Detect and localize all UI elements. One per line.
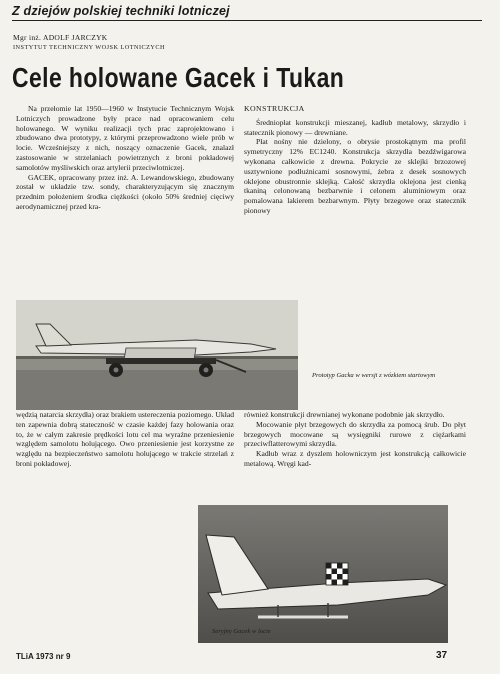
paragraph: Średniopłat konstrukcji mieszanej, kadłub metalowy, skrzydło i statecznik pionowy — drewniane. — [244, 117, 466, 137]
photo-prototype-gacek — [16, 300, 298, 410]
paragraph: Kadłub wraz z dyszlem holowniczym jest konstrukcją całkowicie metalową. Wręgi kad- — [244, 449, 466, 468]
paragraph: GACEK, opracowany przez inż. A. Lewandowskiego, zbudowany został w układzie tzw. sondy, charakteryzującym się znacznym przednim położeniem środka ciężkości (około 50% średniej cięciwy aerodynamicznej przed kra- — [16, 172, 234, 211]
left-column-top — [16, 104, 234, 212]
right-column-bottom — [244, 410, 466, 469]
series-title: Z dziejów polskiej techniki lotniczej — [12, 4, 482, 21]
paragraph: Na przełomie lat 1950—1960 w Instytucie Technicznym Wojsk Lotniczych prowadzone były prace nad opracowaniem celu holowanego. W wyniku realizacji tych prac zaprojektowano i zbudowano dwa prototypy, z którymi przeprowadzono wiele prób w locie. Wcześniejszy z nich, noszący oznaczenie Gacek, znalazł zastosowanie w strzelaniach powietrznych z broni pokładowej samolotów myśliwskich oraz artylerii przeciwlotniczej. — [16, 104, 234, 172]
author-line: Mgr inż. ADOLF JARCZYK — [13, 33, 108, 42]
paragraph: Mocowanie płyt brzegowych do skrzydła za pomocą śrub. Do płyt brzegowych mocowane są wysięgniki rurowe z ciężarkami przeciwflatterowymi skrzydła. — [244, 419, 466, 449]
article-headline: Cele holowane Gacek i Tukan — [12, 62, 345, 93]
paragraph: również konstrukcji drewnianej wykonane podobnie jak skrzydło. — [244, 410, 445, 419]
photo-prototype-image — [16, 300, 298, 410]
footer-journal: TLiA 1973 nr 9 — [16, 652, 71, 661]
section-subheading: KONSTRUKCJA — [244, 104, 305, 113]
photo1-caption: Prototyp Gacka w wersji z wózkiem startowym — [312, 372, 436, 379]
right-column-top — [244, 104, 466, 216]
photo2-caption: Seryjny Gacek w locie — [212, 628, 271, 635]
paragraph: Płat nośny nie dzielony, o obrysie prostokątnym ma profil symetryczny 12% EC1240. Konstrukcja skrzydła bezdźwigarowa wykonana całkowicie z drewna. Pokrycie ze sklejki brzozowej usztywnione podłużnicami sosnowymi, żebra z desek sosnowych oklejone obustronnie sklejką. Całość skrzydła oklejona jest cienką tkaniną celonowaną bezbarwnie i celonem aluminiowym oraz pomalowana lakierem bezbarwnym. Płyty brzegowe oraz statecznik pionowy — [244, 137, 466, 215]
affiliation-line: INSTYTUT TECHNICZNY WOJSK LOTNICZYCH — [13, 44, 165, 51]
left-column-bottom — [16, 410, 234, 469]
page-number: 37 — [436, 650, 448, 661]
photo-gacek-in-flight — [198, 505, 448, 643]
paragraph: wędzią natarcia skrzydła) oraz brakiem ustereczenia poziomego. Układ ten zapewnia dobrą stateczność w czasie każdej fazy holowania oraz to, że w całym zakresie prędkości lotu cel ma wyraźne przeniesienie względem samolotu holującego. Owo przeniesienie jest korzystne ze względu na bezpieczeństwo samolotu holującego w trakcie strzelań z broni pokładowej. — [16, 410, 234, 468]
photo-flight-image — [198, 505, 448, 643]
